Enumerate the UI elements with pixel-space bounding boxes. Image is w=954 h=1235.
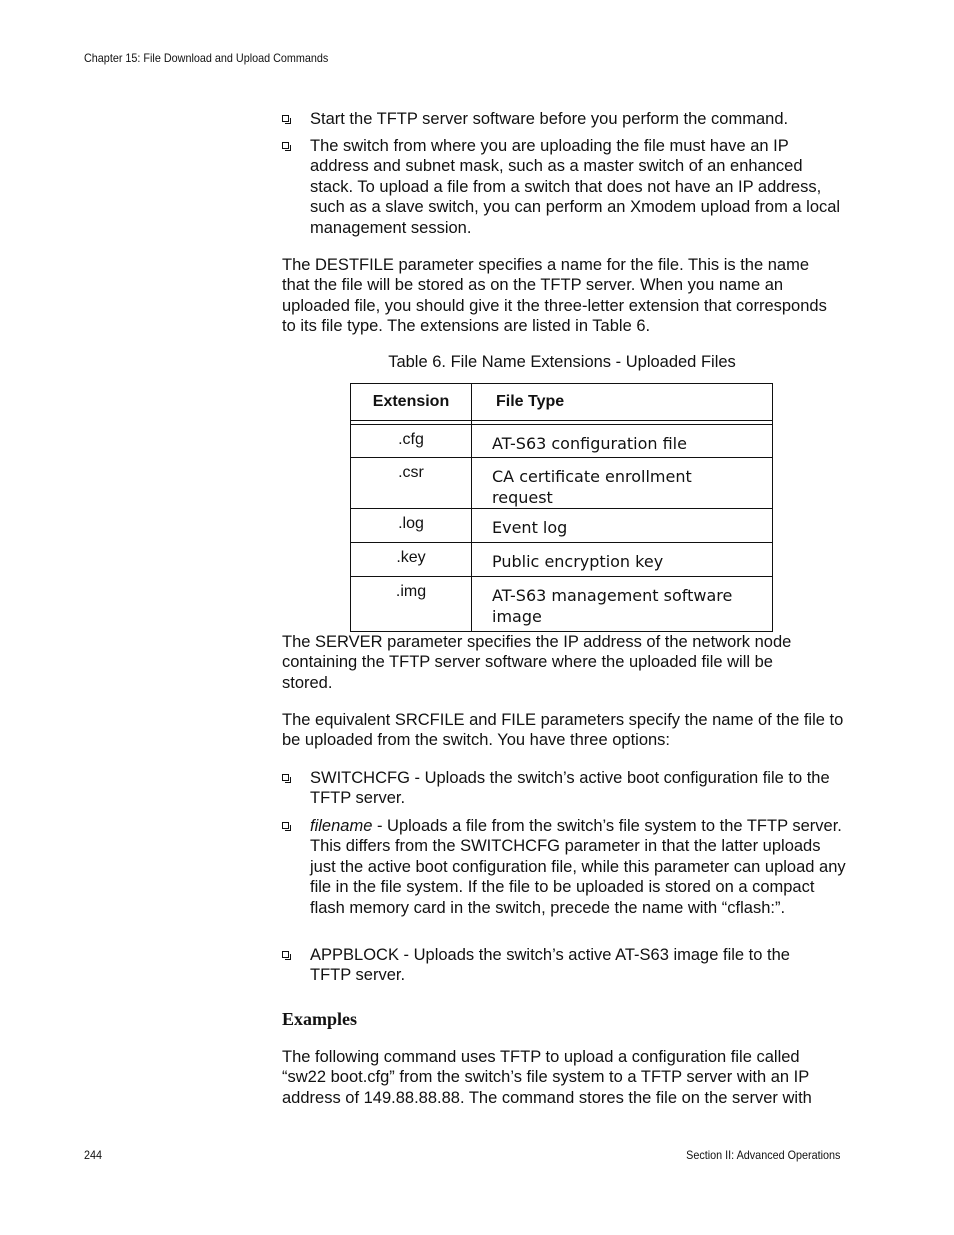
cell-extension: .cfg xyxy=(351,425,472,458)
table-caption: Table 6. File Name Extensions - Uploaded Files xyxy=(388,353,736,371)
extensions-table xyxy=(350,383,773,632)
paragraph-srcfile: The equivalent SRCFILE and FILE parameters specify the name of the file to be uploaded from the switch. You have three options: xyxy=(282,711,844,750)
paragraph-examples: The following command uses TFTP to upload a configuration file called “sw22 boot.cfg” from the switch’s file system to a TFTP server with an IP address of 149.88.88.88. The command stores the file on the server with xyxy=(282,1048,812,1107)
table-row xyxy=(351,543,773,577)
table-row xyxy=(351,577,773,632)
list-item-text: SWITCHCFG - Uploads the switch’s active boot configuration file to the TFTP server. xyxy=(310,769,830,808)
cell-extension: .log xyxy=(351,509,472,543)
list-item-text xyxy=(310,816,846,918)
cell-file-type: AT-S63 configuration file xyxy=(472,425,773,458)
cell-file-type: Public encryption key xyxy=(472,543,773,577)
cell-extension: .csr xyxy=(351,458,472,509)
cell-file-type: Event log xyxy=(472,509,773,543)
paragraph-destfile: The DESTFILE parameter specifies a name for the file. This is the name that the file will be stored as on the TFTP server. When you name an uploaded file, you should give it the three-letter extension that corresponds to its file type. The extensions are listed in Table 6. xyxy=(282,256,827,336)
running-header: Chapter 15: File Download and Upload Commands xyxy=(84,51,329,65)
cell-file-type: CA certificate enrollment request xyxy=(472,458,773,509)
list-item-text: The switch from where you are uploading the file must have an IP address and subnet mask, such as a master switch of an enhanced stack. To upload a file from a switch that does not have an IP address, such as a slave switch, you can perform an Xmodem upload from a local management session. xyxy=(310,137,841,237)
checkbox-bullet-icon xyxy=(282,142,289,149)
column-header-file-type: File Type xyxy=(472,384,773,421)
cell-extension: .key xyxy=(351,543,472,577)
filename-description: - Uploads a file from the switch’s file system to the TFTP server. This differs from the SWITCHCFG parameter in that the latter uploads just the active boot configuration file, while this parameter can upload any file in the file system. If the file to be uploaded is stored on a compact flash memory card in the switch, precede the name with “cflash:”. xyxy=(310,817,846,917)
checkbox-bullet-icon xyxy=(282,115,289,122)
paragraph-server: The SERVER parameter specifies the IP address of the network node containing the TFTP server software where the uploaded file will be stored. xyxy=(282,633,792,692)
section-heading-examples: Examples xyxy=(282,1009,358,1029)
table-row xyxy=(351,425,773,458)
list-item-text: APPBLOCK - Uploads the switch’s active AT-S63 image file to the TFTP server. xyxy=(310,946,790,985)
table-row xyxy=(351,509,773,543)
filename-term: filename xyxy=(310,817,373,835)
page-number: 244 xyxy=(84,1148,103,1162)
cell-extension: .img xyxy=(351,577,472,632)
checkbox-bullet-icon xyxy=(282,822,289,829)
table-row xyxy=(351,458,773,509)
section-footer: Section II: Advanced Operations xyxy=(685,1148,840,1162)
list-item-text: Start the TFTP server software before you perform the command. xyxy=(310,110,789,128)
checkbox-bullet-icon xyxy=(282,951,289,958)
table-header-row xyxy=(351,384,773,421)
checkbox-bullet-icon xyxy=(282,774,289,781)
cell-file-type: AT-S63 management software image xyxy=(472,577,773,632)
column-header-extension: Extension xyxy=(351,384,472,421)
